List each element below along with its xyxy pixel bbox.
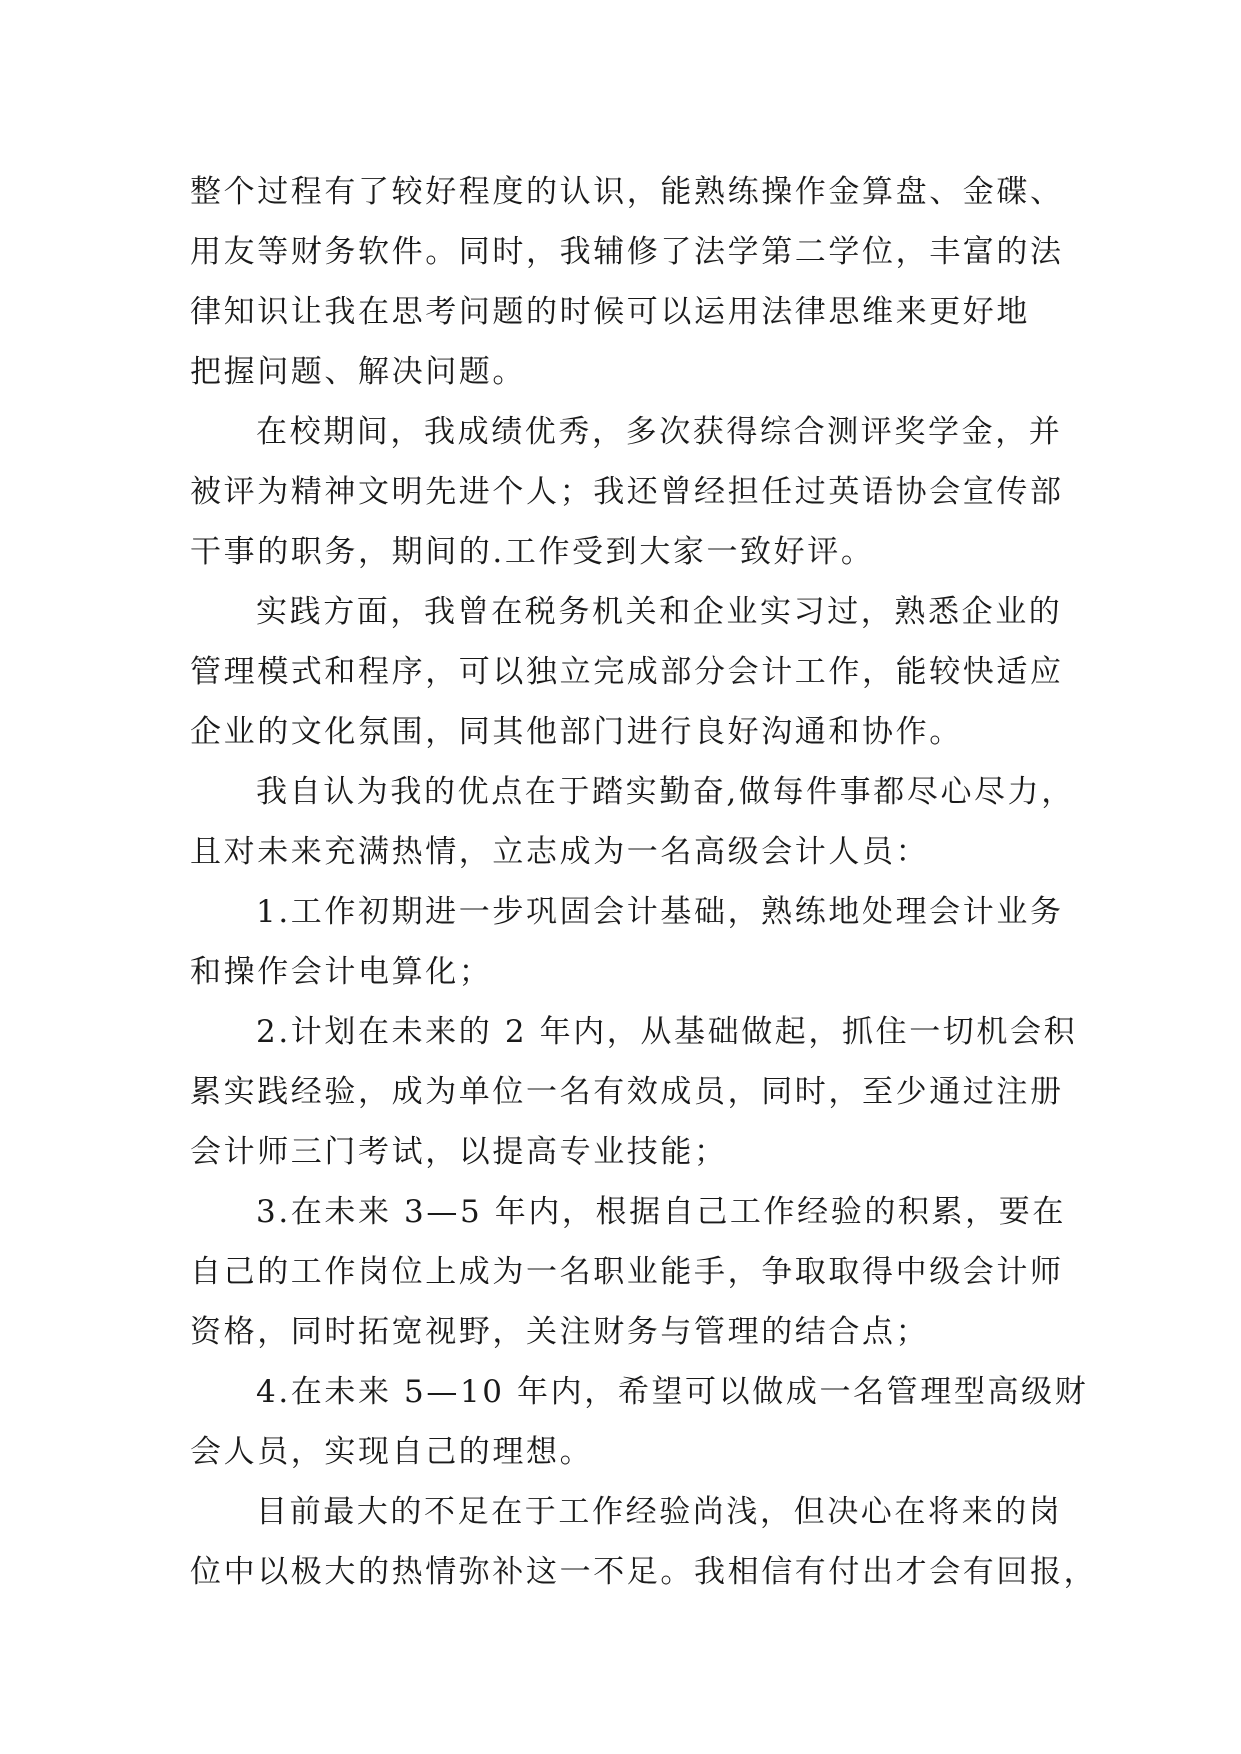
text-line: 自己的工作岗位上成为一名职业能手，争取取得中级会计师 <box>190 1254 1064 1290</box>
text-line: 会计师三门考试，以提高专业技能； <box>190 1134 728 1170</box>
text-line: 管理模式和程序，可以独立完成部分会计工作，能较快适应 <box>190 654 1064 690</box>
text-line: 我自认为我的优点在于踏实勤奋,做每件事都尽心尽力， <box>256 774 1075 810</box>
text-line: 干事的职务，期间的.工作受到大家一致好评。 <box>190 534 875 570</box>
text-line: 律知识让我在思考问题的时候可以运用法律思维来更好地 <box>190 294 1030 330</box>
text-line: 被评为精神文明先进个人；我还曾经担任过英语协会宣传部 <box>190 474 1064 510</box>
text-line: 累实践经验，成为单位一名有效成员，同时，至少通过注册 <box>190 1074 1064 1110</box>
text-line: 3.在未来 3—5 年内，根据自己工作经验的积累，要在 <box>256 1194 1066 1230</box>
text-line: 2.计划在未来的 2 年内，从基础做起，抓住一切机会积 <box>256 1014 1078 1050</box>
text-line: 整个过程有了较好程度的认识，能熟练操作金算盘、金碟、 <box>190 174 1064 210</box>
text-line: 位中以极大的热情弥补这一不足。我相信有付出才会有回报， <box>190 1554 1098 1590</box>
text-line: 会人员，实现自己的理想。 <box>190 1434 594 1470</box>
text-line: 且对未来充满热情，立志成为一名高级会计人员： <box>190 834 930 870</box>
document-body <box>190 162 1098 1602</box>
text-line: 把握问题、解决问题。 <box>190 354 526 390</box>
text-line: 实践方面，我曾在税务机关和企业实习过，熟悉企业的 <box>256 594 1063 630</box>
text-line: 资格，同时拓宽视野，关注财务与管理的结合点； <box>190 1314 930 1350</box>
text-line: 4.在未来 5—10 年内，希望可以做成一名管理型高级财 <box>256 1374 1089 1410</box>
text-line: 和操作会计电算化； <box>190 954 493 990</box>
text-line: 企业的文化氛围，同其他部门进行良好沟通和协作。 <box>190 714 963 750</box>
text-line: 用友等财务软件。同时，我辅修了法学第二学位，丰富的法 <box>190 234 1064 270</box>
text-line: 1.工作初期进一步巩固会计基础，熟练地处理会计业务 <box>256 894 1064 930</box>
text-line: 在校期间，我成绩优秀，多次获得综合测评奖学金，并 <box>256 414 1063 450</box>
text-line: 目前最大的不足在于工作经验尚浅，但决心在将来的岗 <box>256 1494 1063 1530</box>
